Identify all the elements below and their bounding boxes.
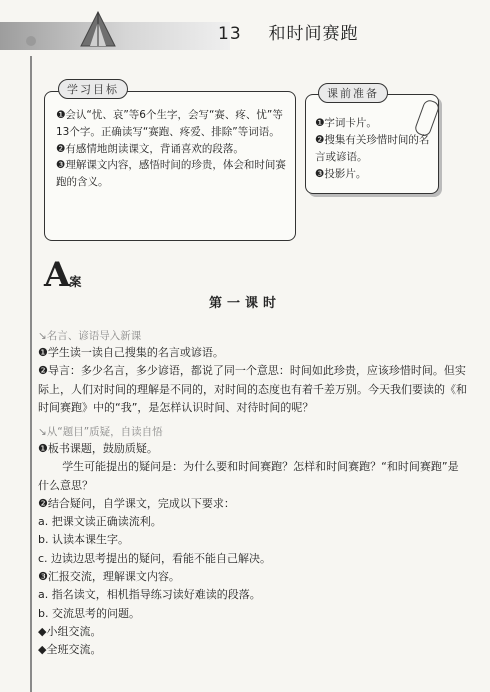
body-line: ❶学生读一读自己搜集的名言或谚语。 (38, 346, 224, 359)
body-line: b. 认读本课生字。 (38, 533, 129, 547)
body-line: a. 把课文读正确读流利。 (38, 515, 162, 529)
preparation-list (315, 115, 430, 183)
body-line: ❶板书课题，鼓励质疑。 (38, 442, 158, 455)
lesson-title (218, 19, 358, 44)
tent-emblem-icon (78, 10, 118, 50)
body-line: c. 边读边思考提出的疑问，看能不能自己解决。 (38, 551, 272, 565)
learning-goals-list (56, 107, 288, 191)
body-line: b. 交流思考的问题。 (38, 606, 140, 620)
section-letter: A (44, 255, 70, 295)
body-line: ◆全班交流。 (38, 643, 102, 657)
section-a-heading (44, 255, 81, 295)
goal-item: ❷有感情地朗读课文，背诵喜欢的段落。 (56, 142, 244, 155)
body-line: ◆小组交流。 (38, 624, 102, 638)
lesson-number: 13 (218, 24, 242, 44)
body-line: ❸汇报交流，理解课文内容。 (38, 570, 180, 584)
preparation-tag: 课前准备 (318, 83, 388, 103)
goal-item: ❸理解课文内容，感悟时间的珍贵，体会和时间赛跑的含义。 (56, 159, 286, 189)
goal-item: ❶会认“忧、哀”等6个生字，会写“赛、疼、忧”等13个字。正确读写“赛跑、疼爱、排除”等词语。 (56, 109, 283, 138)
part1-body (38, 344, 468, 417)
prep-item: ❶字词卡片。 (315, 117, 377, 129)
learning-goals-tag: 学习目标 (58, 79, 128, 99)
part1-heading: ↘名言、谚语导入新课 (38, 330, 142, 342)
margin-dot (26, 36, 36, 46)
margin-line (30, 56, 32, 692)
body-line: ❷结合疑问，自学课文，完成以下要求： (38, 496, 235, 510)
body-line: 学生可能提出的疑问是：为什么要和时间赛跑？怎样和时间赛跑？“和时间赛跑”是什么意思？ (38, 460, 459, 492)
part2-body (38, 440, 468, 660)
prep-item: ❸投影片。 (315, 168, 367, 180)
section-suffix: 案 (69, 275, 82, 289)
body-line: ❷导言：多少名言，多少谚语，都说了同一个意思：时间如此珍贵，应该珍惜时间。但实际上，人们对时间的理解是不同的，对时间的态度也有着千差万别。今天我们要读的《和时间赛跑》中的“我”，是怎样认识时间、对待时间的呢？ (38, 364, 467, 414)
lesson-name: 和时间赛跑 (268, 24, 359, 44)
part2-heading: ↘从“题目”质疑，自读自悟 (38, 426, 163, 438)
prep-item: ❷搜集有关珍惜时间的名言或谚语。 (315, 134, 430, 163)
period-title: 第一课时 (208, 296, 281, 311)
body-line: a. 指名读文，相机指导练习读好难读的段落。 (38, 588, 261, 602)
